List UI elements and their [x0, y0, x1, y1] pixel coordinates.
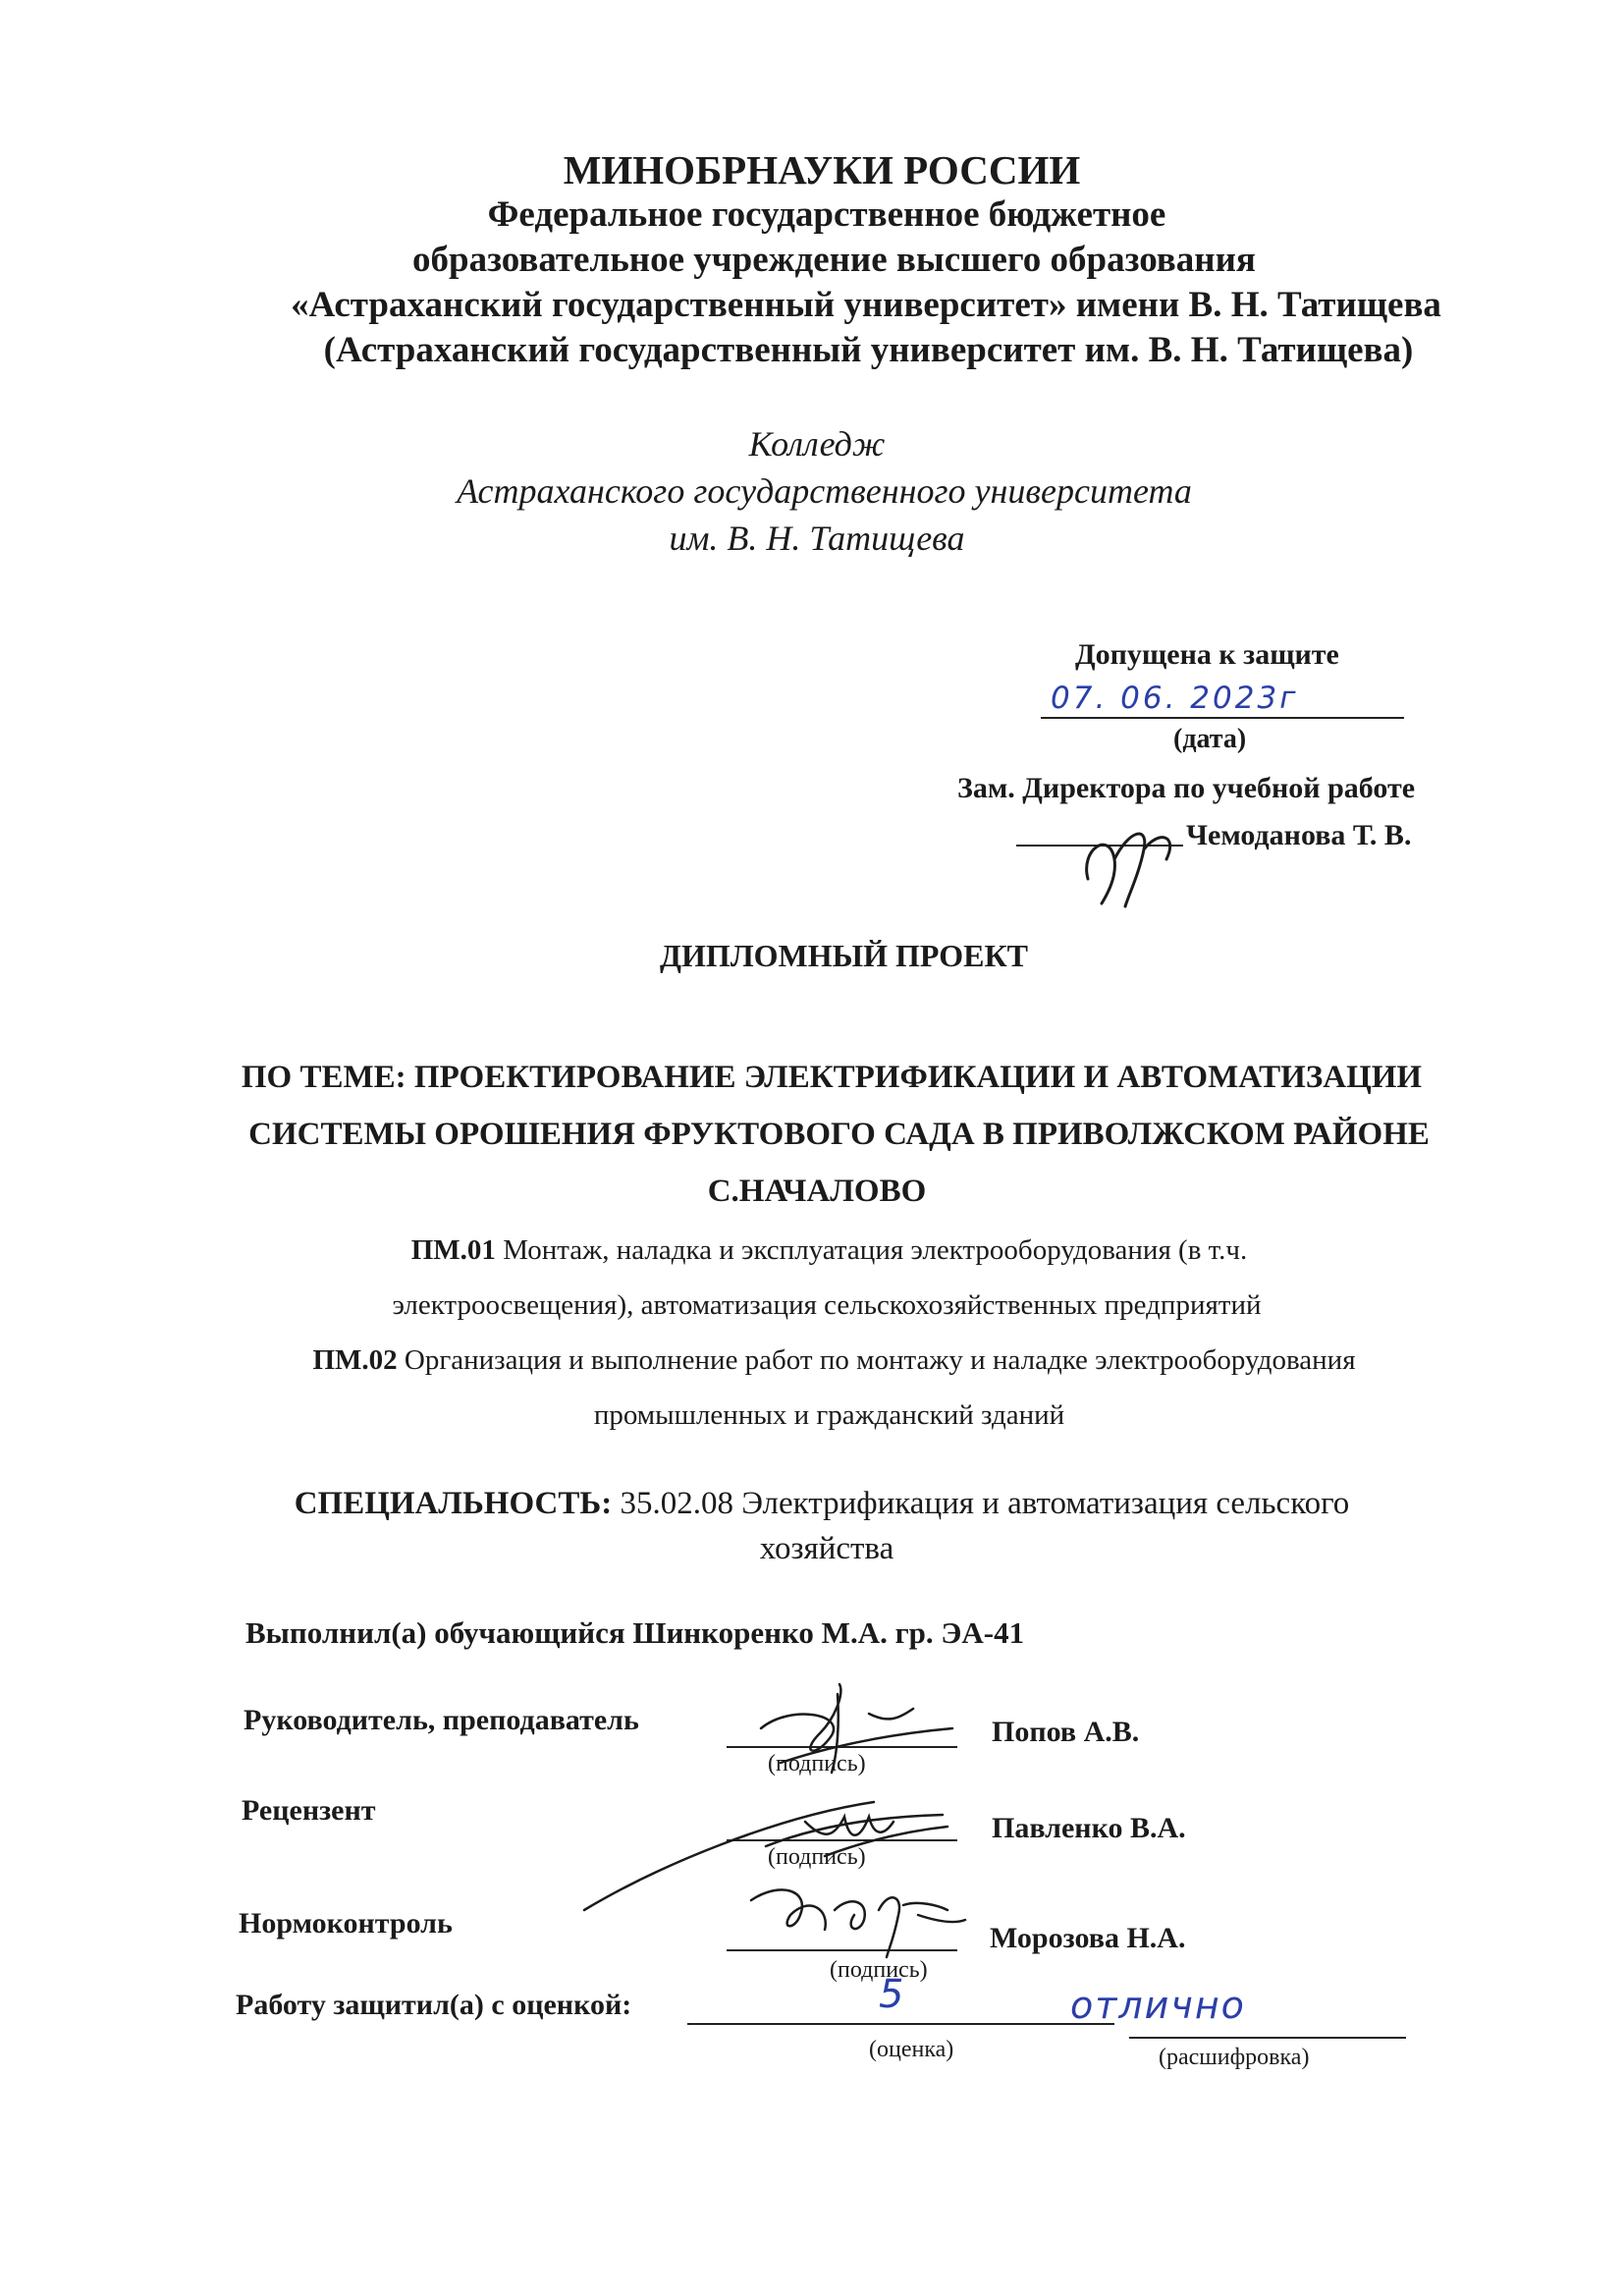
admission-position: Зам. Директора по учебной работе	[957, 772, 1416, 804]
topic-block	[0, 1049, 1624, 1220]
module-1	[0, 1223, 1624, 1278]
specialty-text: 35.02.08 Электрификация и автоматизация сельского	[612, 1486, 1350, 1521]
modules-block	[0, 1223, 1624, 1443]
module-2-text: Организация и выполнение работ по монтажу и наладке электрооборудования	[397, 1344, 1356, 1376]
college-block	[0, 420, 1624, 562]
normcontrol-label: Нормоконтроль	[239, 1907, 453, 1940]
ministry-name: МИНОБРНАУКИ РОССИИ	[563, 147, 1081, 192]
supervisor-signature	[722, 1674, 957, 1787]
institution-header	[0, 147, 1624, 373]
module-1-text: Монтаж, наладка и эксплуатация электрооборудования (в т.ч.	[495, 1234, 1248, 1266]
author-line: Выполнил(а) обучающийся Шинкоренко М.А. гр. ЭА-41	[245, 1615, 1025, 1650]
topic-line-1: ПО ТЕМЕ: ПРОЕКТИРОВАНИЕ ЭЛЕКТРИФИКАЦИИ И АВТОМАТИЗАЦИИ	[241, 1060, 1423, 1095]
grade-caption: (оценка)	[869, 2037, 954, 2062]
topic-line-2: СИСТЕМЫ ОРОШЕНИЯ ФРУКТОВОГО САДА В ПРИВОЛЖСКОМ РАЙОНЕ	[248, 1117, 1430, 1152]
grade-underline	[687, 2023, 1114, 2025]
specialty-line-1	[0, 1481, 1624, 1526]
specialty-block	[0, 1481, 1624, 1571]
normcontrol-signature-caption: (подпись)	[830, 1957, 928, 1983]
document-type: ДИПЛОМНЫЙ ПРОЕКТ	[660, 938, 1028, 973]
normcontrol-signature	[741, 1871, 967, 1964]
admission-date-handwritten: 07. 06. 2023г	[1051, 681, 1299, 716]
reviewer-label: Рецензент	[242, 1794, 376, 1827]
university-full-name: «Астраханский государственный университет» имени В. Н. Татищева	[291, 285, 1441, 325]
institution-line-3: образовательное учреждение высшего образования	[412, 240, 1256, 280]
supervisor-name: Попов А.В.	[992, 1716, 1140, 1748]
specialty-line-2: хозяйства	[759, 1531, 894, 1566]
normcontrol-name: Морозова Н.А.	[990, 1922, 1186, 1954]
module-1-text-cont: электроосвещения), автоматизация сельскохозяйственных предприятий	[392, 1289, 1262, 1321]
supervisor-signature-caption: (подпись)	[768, 1751, 866, 1777]
college-line-1: Колледж	[748, 424, 886, 464]
college-line-3: им. В. Н. Татищева	[669, 519, 965, 558]
admission-title: Допущена к защите	[1075, 638, 1339, 671]
module-2-code: ПМ.02	[312, 1344, 398, 1376]
institution-line-2: Федеральное государственное бюджетное	[487, 194, 1166, 235]
deputy-signature	[1060, 810, 1198, 913]
grade-value-handwritten: 5	[879, 1972, 904, 2017]
reviewer-signature-caption: (подпись)	[768, 1844, 866, 1870]
university-short-name: (Астраханский государственный университет им. В. Н. Татищева)	[323, 330, 1414, 370]
topic-line-3: С.НАЧАЛОВО	[707, 1174, 927, 1209]
grade-text-caption: (расшифровка)	[1159, 2045, 1310, 2070]
module-1-code: ПМ.01	[410, 1234, 496, 1266]
date-caption: (дата)	[1173, 724, 1247, 754]
supervisor-label: Руководитель, преподаватель	[244, 1704, 639, 1736]
grade-text-underline	[1129, 2037, 1406, 2039]
college-line-2: Астраханского государственного университета	[457, 471, 1192, 511]
specialty-label: СПЕЦИАЛЬНОСТЬ:	[294, 1486, 613, 1521]
date-underline	[1041, 717, 1404, 719]
grade-text-handwritten: отлично	[1070, 1984, 1246, 2027]
reviewer-name: Павленко В.А.	[992, 1812, 1186, 1844]
grade-label: Работу защитил(а) с оценкой:	[236, 1989, 632, 2021]
module-2	[0, 1333, 1624, 1388]
module-2-text-cont: промышленных и гражданский зданий	[593, 1399, 1065, 1431]
deputy-name: Чемоданова Т. В.	[1186, 819, 1412, 851]
